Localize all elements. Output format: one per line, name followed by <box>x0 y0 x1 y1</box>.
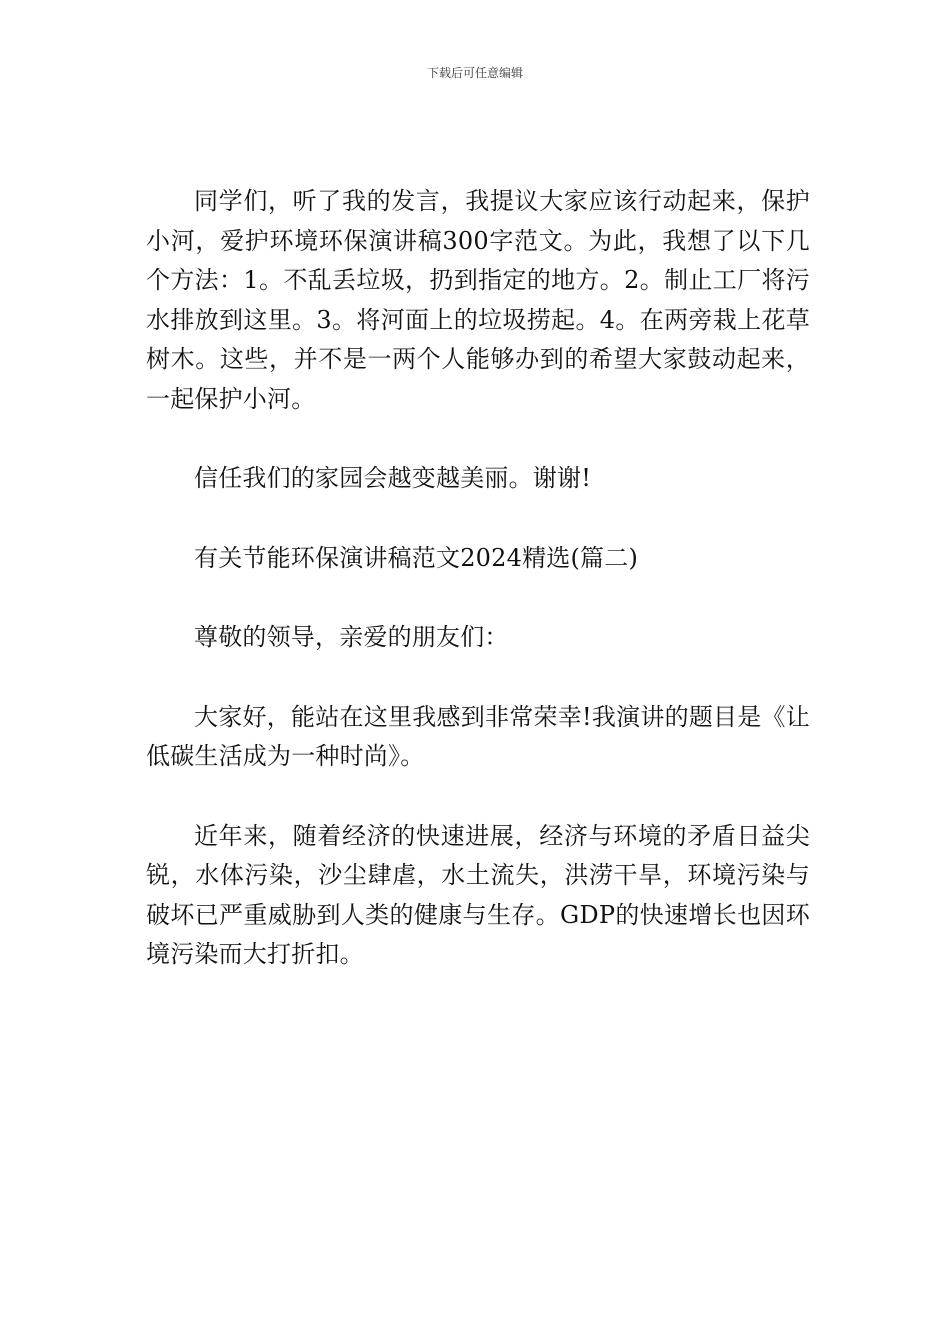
paragraph-4: 近年来，随着经济的快速进展，经济与环境的矛盾日益尖锐，水体污染，沙尘肆虐，水土流失，洪涝干旱，环境污染与破坏已严重威胁到人类的健康与生存。GDP的快速增长也因环境污染而大打折扣。 <box>146 821 810 968</box>
section-heading: 有关节能环保演讲稿范文2024精选(篇二) <box>194 543 639 572</box>
salutation: 尊敬的领导，亲爱的朋友们： <box>194 623 509 651</box>
paragraph-2: 信任我们的家园会越变越美丽。谢谢! <box>194 464 592 492</box>
document-body <box>146 182 810 975</box>
paragraph-3: 大家好，能站在这里我感到非常荣幸!我演讲的题目是《让低碳生活成为一种时尚》。 <box>146 702 810 770</box>
header-note: 下载后可任意编辑 <box>426 66 523 80</box>
paragraph-1: 同学们，听了我的发言，我提议大家应该行动起来，保护小河，爱护环境环保演讲稿300字范文。为此，我想了以下几个方法：1。不乱丢垃圾，扔到指定的地方。2。制止工厂将污水排放到这里。3。将河面上的垃圾捞起。4。在两旁栽上花草树木。这些，并不是一两个人能够办到的希望大家鼓动起来，一起保护小河。 <box>146 187 810 413</box>
